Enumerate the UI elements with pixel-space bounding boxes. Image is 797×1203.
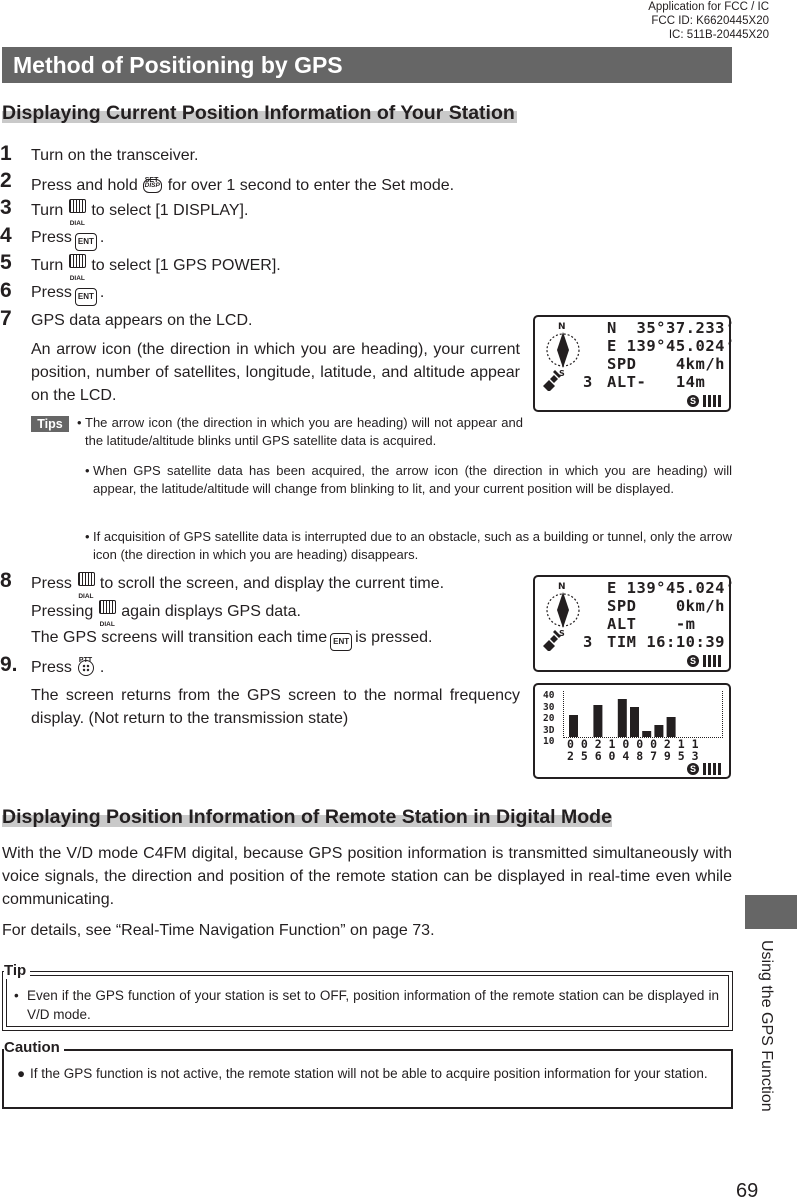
signal-bar — [569, 715, 578, 737]
dial-icon: DIAL — [76, 572, 96, 594]
signal-bar — [630, 707, 639, 737]
lcd-gps-screen-1 — [533, 315, 735, 412]
ptt-key-icon: PTT — [76, 656, 96, 682]
battery-icon — [703, 655, 725, 667]
ent-key-icon: ENT — [330, 633, 352, 651]
dial-icon: DIAL — [67, 199, 87, 221]
s-badge: S — [687, 655, 699, 667]
dial-icon: DIAL — [97, 600, 117, 622]
section2-reference: For details, see “Real-Time Navigation Function” on page 73. — [2, 922, 435, 939]
compass-s: S — [559, 629, 565, 638]
axis-label: 20 — [543, 713, 555, 724]
axis-label: 3D — [543, 724, 555, 736]
signal-bar — [654, 725, 663, 737]
ent-key-icon: ENT — [75, 288, 97, 306]
tip-item: • The arrow icon (the direction in which you are heading) will not appear and the latitude/altitude blinks until GPS satellite data is acquired. — [77, 415, 523, 448]
compass-n: N — [558, 322, 566, 332]
s-badge: S — [687, 395, 699, 407]
tip-box — [2, 962, 733, 1031]
caution-text: ● If the GPS function is not active, the remote station will not be able to acquire position information for your station. — [17, 1066, 708, 1081]
sat-row-2: 2 5 6 0 4 8 7 9 5 3 — [567, 749, 699, 763]
lcd-satellite-screen — [533, 683, 731, 779]
sat-row-1: 0 0 2 1 0 0 0 2 1 1 — [567, 737, 699, 751]
axis-label: 30 — [543, 701, 555, 713]
compass-s: S — [559, 369, 565, 378]
fcc-header — [648, 0, 769, 42]
signal-axis — [543, 690, 554, 748]
lcd2-sat-count: 3 — [583, 633, 593, 651]
axis-label: 40 — [543, 690, 555, 701]
tip-label: Tip — [4, 962, 30, 979]
lcd1-line: SPD 4km/h — [607, 355, 725, 373]
lcd2-line: SPD 0km/h — [607, 597, 725, 615]
page-number: 69 — [736, 1180, 759, 1202]
ent-key-icon: ENT — [75, 233, 97, 251]
signal-bar — [618, 699, 627, 737]
tip-item: • If acquisition of GPS satellite data is interrupted due to an obstacle, such as a building or tunnel, only the arrow icon (the direction in which you are heading) disappears. — [85, 529, 732, 562]
fcc-line: IC: 511B-20445X20 — [668, 29, 769, 41]
caution-box — [2, 1039, 733, 1109]
section1-heading: Displaying Current Position Information of Your Station — [2, 102, 515, 124]
battery-icon — [703, 395, 725, 407]
side-tab-marker — [745, 895, 797, 929]
disp-key-icon: SET DISP — [142, 172, 164, 196]
battery-icon — [703, 763, 725, 775]
signal-bars — [565, 691, 721, 737]
section2-heading: Displaying Position Information of Remote Station in Digital Mode — [2, 806, 612, 828]
section2-paragraph: With the V/D mode C4FM digital, because GPS position information is transmitted simultaneously with voice signals, the direction and position of the remote station can be displayed in real-time even while communicating. — [2, 845, 732, 908]
tip-text: • Even if the GPS function of your station is set to OFF, position information of the remote station can be displayed in V/D mode. — [14, 988, 719, 1022]
caution-label: Caution — [4, 1039, 64, 1056]
lcd1-line: E 139°45.024’ — [607, 337, 735, 355]
s-badge: S — [687, 763, 699, 775]
side-section-label: Using the GPS Function — [758, 940, 775, 1112]
lcd2-line: ALT -m — [607, 615, 696, 633]
lcd1-line: N 35°37.233’ — [607, 319, 735, 337]
signal-bar — [667, 717, 676, 737]
dial-icon: DIAL — [67, 254, 87, 276]
axis-label: 10 — [543, 736, 555, 747]
fcc-line: Application for FCC / IC — [648, 1, 769, 13]
signal-bar — [593, 705, 602, 737]
lcd1-line: ALT- 14m — [607, 373, 706, 391]
compass-n: N — [558, 582, 566, 592]
tips-badge: Tips — [31, 416, 69, 432]
step7-description: An arrow icon (the direction in which you are heading), your current position, number of satellites, longitude, latitude, and altitude appear on the LCD. — [31, 341, 520, 404]
satellite-icon — [541, 629, 563, 651]
tip-item: • When GPS satellite data has been acquired, the arrow icon (the direction in which you are heading) will appear, the latitude/altitude will change from blinking to lit, and your current position will be displayed. — [85, 463, 732, 496]
step9-description: The screen returns from the GPS screen to the normal frequency display. (Not return to the transmission state) — [31, 687, 520, 727]
fcc-line: FCC ID: K6620445X20 — [651, 15, 769, 27]
page-title: Method of Positioning by GPS — [2, 47, 732, 83]
lcd-gps-screen-2 — [533, 575, 735, 672]
lcd2-line: E 139°45.024’ — [607, 579, 735, 597]
satellite-icon — [541, 369, 563, 391]
lcd2-line: TIM 16:10:39 — [607, 633, 725, 651]
lcd1-sat-count: 3 — [583, 373, 593, 391]
